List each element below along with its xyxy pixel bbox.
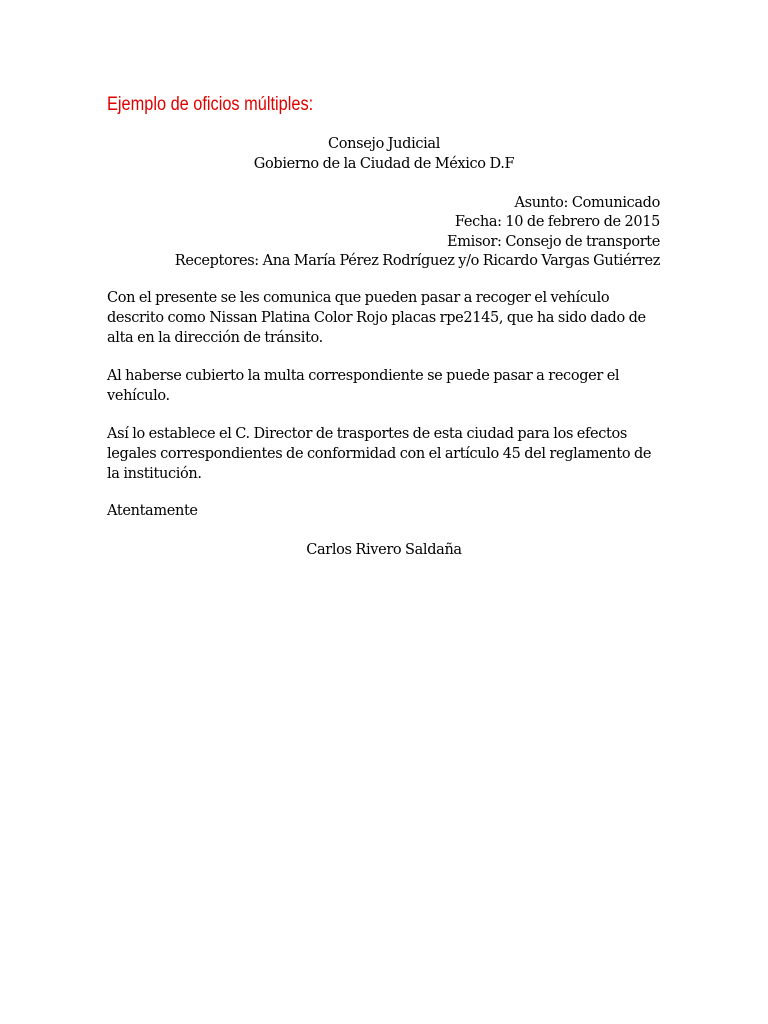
body-paragraph-1 xyxy=(107,288,667,348)
paragraph-line: alta en la dirección de tránsito. xyxy=(107,330,323,346)
header-government: Gobierno de la Ciudad de México D.F xyxy=(253,156,515,172)
closing: Atentamente xyxy=(107,503,198,519)
meta-asunto: Asunto: Comunicado xyxy=(514,195,660,211)
body-paragraph-2 xyxy=(107,366,667,406)
meta-receptores: Receptores: Ana María Pérez Rodríguez y/o Ricardo Vargas Gutiérrez xyxy=(174,253,660,269)
meta-fecha: Fecha: 10 de febrero de 2015 xyxy=(454,214,660,230)
meta-emisor: Emisor: Consejo de transporte xyxy=(447,234,660,250)
paragraph-line: vehículo. xyxy=(107,388,170,404)
paragraph-line: Con el presente se les comunica que pueden pasar a recoger el vehículo xyxy=(107,290,610,306)
body-paragraph-3 xyxy=(107,424,667,484)
paragraph-line: la institución. xyxy=(107,466,202,482)
paragraph-line: Así lo establece el C. Director de trasportes de esta ciudad para los efectos xyxy=(107,426,627,442)
signature: Carlos Rivero Saldaña xyxy=(306,542,462,558)
header-organization: Consejo Judicial xyxy=(327,136,441,152)
document-title: Ejemplo de oficios múltiples: xyxy=(107,94,314,115)
paragraph-line: descrito como Nissan Platina Color Rojo placas rpe2145, que ha sido dado de xyxy=(107,310,646,326)
paragraph-line: Al haberse cubierto la multa correspondiente se puede pasar a recoger el xyxy=(107,368,620,384)
paragraph-line: legales correspondientes de conformidad con el artículo 45 del reglamento de xyxy=(107,446,652,462)
